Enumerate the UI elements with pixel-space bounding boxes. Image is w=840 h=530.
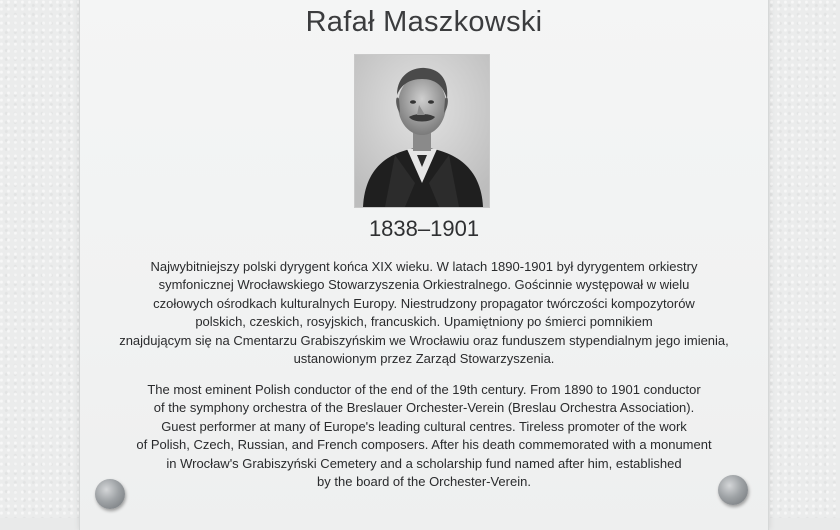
english-biography bbox=[90, 381, 758, 491]
portrait-illustration bbox=[355, 55, 489, 207]
english-line: of Polish, Czech, Russian, and French composers. After his death commemorated with a monument bbox=[136, 437, 712, 453]
polish-line: polskich, czeskich, rosyjskich, francuskich. Upamiętniony po śmierci pomnikiem bbox=[195, 314, 653, 330]
mounting-bolt-right bbox=[718, 475, 748, 505]
english-line: of the symphony orchestra of the Breslauer Orchester-Verein (Breslau Orchestra Association). bbox=[153, 400, 695, 416]
english-line: by the board of the Orchester-Verein. bbox=[317, 474, 531, 490]
mounting-bolt-left bbox=[95, 479, 125, 509]
polish-line: ustanowionym przez Zarząd Stowarzyszenia. bbox=[293, 351, 555, 367]
portrait-photo bbox=[354, 54, 490, 208]
polish-line: czołowych ośrodkach kulturalnych Europy. Niestrudzony propagator twórczości kompozytorów bbox=[153, 295, 695, 311]
polish-biography bbox=[90, 258, 758, 368]
polish-line: symfonicznej Wrocławskiego Stowarzyszenia Orkiestralnego. Gościnnie występował w wielu bbox=[158, 277, 690, 293]
english-line: Guest performer at many of Europe's leading cultural centres. Tireless promoter of the work bbox=[161, 418, 687, 434]
plaque-title: Rafał Maszkowski bbox=[305, 6, 543, 38]
polish-line: znajdującym się na Cmentarzu Grabiszyńskim we Wrocławiu oraz funduszem stypendialnym jego imienia, bbox=[119, 332, 729, 348]
english-line: The most eminent Polish conductor of the end of the 19th century. From 1890 to 1901 conductor bbox=[147, 382, 701, 397]
english-line: in Wrocław's Grabiszyński Cemetery and a scholarship fund named after him, established bbox=[166, 455, 682, 471]
polish-line: Najwybitniejszy polski dyrygent końca XIX wieku. W latach 1890-1901 był dyrygentem orkiestry bbox=[150, 259, 698, 274]
life-years: 1838–1901 bbox=[368, 216, 480, 241]
